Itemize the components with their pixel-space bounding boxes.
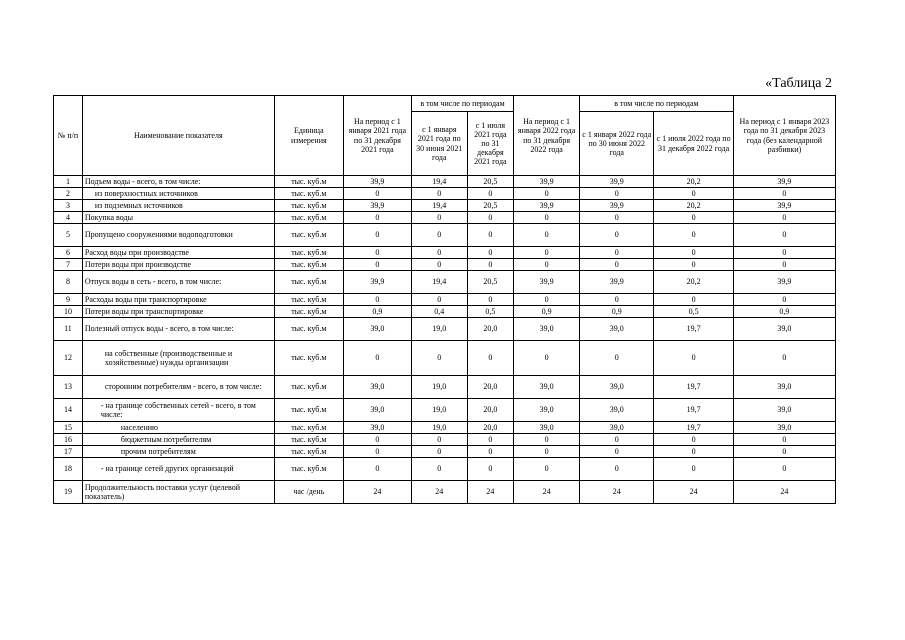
table-row [54, 306, 836, 318]
row-indicator-name: сторонним потребителям - всего, в том числе: [82, 376, 274, 399]
header-2021-h2: с 1 июля 2021 года по 31 декабря 2021 года [467, 112, 513, 176]
row-value: 39,9 [733, 271, 835, 294]
table-row [54, 259, 836, 271]
row-value: 0 [654, 212, 733, 224]
row-indicator-name: Пропущено сооружениями водоподготовки [82, 224, 274, 247]
row-value: 24 [514, 481, 580, 504]
row-value: 39,9 [343, 200, 411, 212]
row-value: 39,9 [343, 271, 411, 294]
table-row [54, 294, 836, 306]
header-incl-2022: в том числе по периодам [580, 96, 734, 112]
row-value: 0 [467, 446, 513, 458]
row-number: 1 [54, 176, 83, 188]
row-value: 20,5 [467, 176, 513, 188]
row-value: 39,0 [580, 318, 654, 341]
row-value: 0 [411, 259, 467, 271]
row-number: 15 [54, 422, 83, 434]
row-number: 11 [54, 318, 83, 341]
row-indicator-name: Покупка воды [82, 212, 274, 224]
row-value: 0 [514, 212, 580, 224]
row-value: 0 [514, 434, 580, 446]
table-row [54, 247, 836, 259]
row-value: 0 [411, 458, 467, 481]
row-value: 0 [654, 434, 733, 446]
row-value: 39,9 [514, 200, 580, 212]
row-value: 0,5 [467, 306, 513, 318]
row-value: 20,2 [654, 176, 733, 188]
row-value: 0 [411, 294, 467, 306]
row-value: 0 [343, 188, 411, 200]
water-supply-table [53, 95, 836, 504]
row-unit: тыс. куб.м [274, 446, 343, 458]
row-unit: тыс. куб.м [274, 212, 343, 224]
header-name: Наименование показателя [82, 96, 274, 176]
table-row [54, 458, 836, 481]
row-number: 8 [54, 271, 83, 294]
row-value: 0 [580, 259, 654, 271]
row-value: 39,9 [580, 271, 654, 294]
header-incl-2021: в том числе по периодам [411, 96, 513, 112]
row-value: 0,9 [580, 306, 654, 318]
row-value: 0 [514, 341, 580, 376]
row-value: 0 [514, 446, 580, 458]
row-indicator-name: - на границе сетей других организаций [82, 458, 274, 481]
row-value: 19,7 [654, 399, 733, 422]
row-indicator-name: прочим потребителям [82, 446, 274, 458]
row-number: 10 [54, 306, 83, 318]
row-value: 39,9 [580, 200, 654, 212]
row-value: 0 [343, 341, 411, 376]
row-value: 0 [467, 247, 513, 259]
row-value: 0 [411, 224, 467, 247]
row-value: 39,0 [733, 376, 835, 399]
header-num: № п/п [54, 96, 83, 176]
row-value: 0 [411, 247, 467, 259]
table-row [54, 399, 836, 422]
row-unit: тыс. куб.м [274, 176, 343, 188]
row-value: 0 [514, 188, 580, 200]
row-value: 20,5 [467, 200, 513, 212]
table-row [54, 481, 836, 504]
row-value: 20,0 [467, 318, 513, 341]
row-indicator-name: Отпуск воды в сеть - всего, в том числе: [82, 271, 274, 294]
row-value: 0 [343, 224, 411, 247]
row-value: 0 [654, 458, 733, 481]
header-period-2021: На период с 1 января 2021 года по 31 декабря 2021 года [343, 96, 411, 176]
row-value: 0 [733, 259, 835, 271]
row-value: 39,0 [343, 318, 411, 341]
header-2022-h1: с 1 января 2022 года по 30 июня 2022 года [580, 112, 654, 176]
row-indicator-name: Подъем воды - всего, в том числе: [82, 176, 274, 188]
table-row [54, 200, 836, 212]
row-value: 0 [654, 259, 733, 271]
row-number: 12 [54, 341, 83, 376]
row-value: 0 [411, 188, 467, 200]
row-value: 39,9 [514, 271, 580, 294]
row-indicator-name: - на границе собственных сетей - всего, в том числе: [82, 399, 274, 422]
row-value: 24 [733, 481, 835, 504]
row-value: 0 [411, 446, 467, 458]
row-value: 0 [580, 341, 654, 376]
row-value: 39,0 [514, 422, 580, 434]
row-value: 19,4 [411, 200, 467, 212]
table-row [54, 434, 836, 446]
table-row [54, 341, 836, 376]
row-value: 0 [733, 458, 835, 481]
row-value: 39,0 [343, 376, 411, 399]
table-caption: «Таблица 2 [765, 76, 832, 91]
row-value: 0 [343, 294, 411, 306]
row-value: 0 [514, 247, 580, 259]
row-value: 0 [733, 247, 835, 259]
row-unit: тыс. куб.м [274, 259, 343, 271]
row-unit: час /день [274, 481, 343, 504]
table-row [54, 212, 836, 224]
row-value: 0,5 [654, 306, 733, 318]
row-number: 7 [54, 259, 83, 271]
row-value: 0 [580, 188, 654, 200]
row-value: 0 [343, 434, 411, 446]
row-value: 0 [733, 434, 835, 446]
table-row [54, 176, 836, 188]
row-value: 0 [343, 259, 411, 271]
row-unit: тыс. куб.м [274, 458, 343, 481]
row-value: 20,0 [467, 422, 513, 434]
row-indicator-name: Расходы воды при транспортировке [82, 294, 274, 306]
row-indicator-name: из поверхностных источников [82, 188, 274, 200]
row-unit: тыс. куб.м [274, 188, 343, 200]
row-value: 0 [654, 341, 733, 376]
row-value: 19,7 [654, 376, 733, 399]
row-value: 0 [514, 294, 580, 306]
row-value: 0 [580, 212, 654, 224]
row-value: 0 [580, 446, 654, 458]
row-value: 20,5 [467, 271, 513, 294]
row-value: 39,0 [514, 399, 580, 422]
row-value: 0 [580, 294, 654, 306]
row-value: 24 [654, 481, 733, 504]
row-value: 0 [467, 294, 513, 306]
row-value: 20,0 [467, 399, 513, 422]
row-unit: тыс. куб.м [274, 224, 343, 247]
table-row [54, 422, 836, 434]
row-value: 39,0 [580, 376, 654, 399]
row-unit: тыс. куб.м [274, 376, 343, 399]
row-value: 0 [654, 247, 733, 259]
row-value: 0 [467, 224, 513, 247]
row-unit: тыс. куб.м [274, 434, 343, 446]
row-value: 19,4 [411, 271, 467, 294]
row-number: 9 [54, 294, 83, 306]
row-value: 0 [467, 458, 513, 481]
row-value: 19,4 [411, 176, 467, 188]
row-unit: тыс. куб.м [274, 271, 343, 294]
header-period-2022: На период с 1 января 2022 года по 31 декабря 2022 года [514, 96, 580, 176]
row-value: 19,0 [411, 318, 467, 341]
row-indicator-name: Полезный отпуск воды - всего, в том числе: [82, 318, 274, 341]
row-indicator-name: населению [82, 422, 274, 434]
table-row [54, 188, 836, 200]
row-value: 39,9 [733, 200, 835, 212]
row-value: 39,9 [343, 176, 411, 188]
row-unit: тыс. куб.м [274, 318, 343, 341]
row-indicator-name: Расход воды при производстве [82, 247, 274, 259]
header-2021-h1: с 1 января 2021 года по 30 июня 2021 года [411, 112, 467, 176]
row-value: 0,9 [514, 306, 580, 318]
row-value: 0 [514, 224, 580, 247]
table-row [54, 446, 836, 458]
row-number: 18 [54, 458, 83, 481]
row-value: 0 [411, 434, 467, 446]
row-value: 20,2 [654, 271, 733, 294]
row-value: 39,0 [343, 422, 411, 434]
row-indicator-name: Потери воды при транспортировке [82, 306, 274, 318]
row-value: 0 [514, 259, 580, 271]
row-value: 0 [733, 341, 835, 376]
row-value: 0 [467, 212, 513, 224]
row-number: 14 [54, 399, 83, 422]
row-value: 0 [343, 247, 411, 259]
row-value: 0,9 [733, 306, 835, 318]
row-value: 39,0 [514, 376, 580, 399]
row-value: 0 [411, 341, 467, 376]
row-value: 39,9 [733, 176, 835, 188]
row-indicator-name: Потери воды при производстве [82, 259, 274, 271]
row-value: 0 [580, 458, 654, 481]
row-value: 0,9 [343, 306, 411, 318]
row-value: 0 [733, 224, 835, 247]
row-value: 19,7 [654, 422, 733, 434]
header-unit: Единица измерения [274, 96, 343, 176]
row-value: 24 [343, 481, 411, 504]
row-value: 0 [654, 224, 733, 247]
row-value: 0 [343, 212, 411, 224]
row-number: 5 [54, 224, 83, 247]
row-value: 39,9 [514, 176, 580, 188]
row-value: 39,0 [580, 422, 654, 434]
row-unit: тыс. куб.м [274, 294, 343, 306]
row-indicator-name: на собственные (производственные и хозяйственные) нужды организации [82, 341, 274, 376]
row-value: 0 [467, 434, 513, 446]
row-unit: тыс. куб.м [274, 247, 343, 259]
row-value: 0 [733, 188, 835, 200]
table-row [54, 271, 836, 294]
row-number: 2 [54, 188, 83, 200]
row-value: 39,0 [343, 399, 411, 422]
row-value: 0 [654, 446, 733, 458]
row-number: 4 [54, 212, 83, 224]
row-value: 19,0 [411, 399, 467, 422]
row-value: 19,0 [411, 422, 467, 434]
row-value: 24 [411, 481, 467, 504]
table-row [54, 318, 836, 341]
row-unit: тыс. куб.м [274, 422, 343, 434]
row-value: 0 [467, 259, 513, 271]
row-indicator-name: Продолжительность поставки услуг (целевой показатель) [82, 481, 274, 504]
row-value: 0,4 [411, 306, 467, 318]
row-value: 39,0 [733, 318, 835, 341]
row-value: 0 [654, 188, 733, 200]
header-2022-h2: с 1 июля 2022 года по 31 декабря 2022 года [654, 112, 733, 176]
table-row [54, 224, 836, 247]
row-value: 0 [343, 458, 411, 481]
row-value: 39,0 [580, 399, 654, 422]
row-value: 0 [580, 247, 654, 259]
row-value: 39,0 [514, 318, 580, 341]
row-value: 0 [733, 446, 835, 458]
row-number: 3 [54, 200, 83, 212]
row-value: 0 [343, 446, 411, 458]
row-value: 39,0 [733, 422, 835, 434]
row-value: 0 [733, 212, 835, 224]
row-number: 17 [54, 446, 83, 458]
row-value: 24 [580, 481, 654, 504]
row-value: 0 [467, 188, 513, 200]
row-value: 19,7 [654, 318, 733, 341]
row-unit: тыс. куб.м [274, 200, 343, 212]
row-value: 20,2 [654, 200, 733, 212]
row-number: 19 [54, 481, 83, 504]
row-value: 19,0 [411, 376, 467, 399]
row-value: 39,9 [580, 176, 654, 188]
row-value: 24 [467, 481, 513, 504]
row-value: 0 [733, 294, 835, 306]
row-unit: тыс. куб.м [274, 399, 343, 422]
row-number: 16 [54, 434, 83, 446]
row-value: 0 [580, 434, 654, 446]
row-value: 0 [654, 294, 733, 306]
row-indicator-name: бюджетным потребителям [82, 434, 274, 446]
row-number: 6 [54, 247, 83, 259]
row-value: 0 [467, 341, 513, 376]
row-value: 20,0 [467, 376, 513, 399]
row-value: 0 [411, 212, 467, 224]
row-unit: тыс. куб.м [274, 341, 343, 376]
row-unit: тыс. куб.м [274, 306, 343, 318]
table-row [54, 376, 836, 399]
row-value: 0 [514, 458, 580, 481]
row-indicator-name: из подземных источников [82, 200, 274, 212]
row-value: 39,0 [733, 399, 835, 422]
row-value: 0 [580, 224, 654, 247]
row-number: 13 [54, 376, 83, 399]
header-period-2023: На период с 1 января 2023 года по 31 декабря 2023 года (без календарной разбивки) [733, 96, 835, 176]
